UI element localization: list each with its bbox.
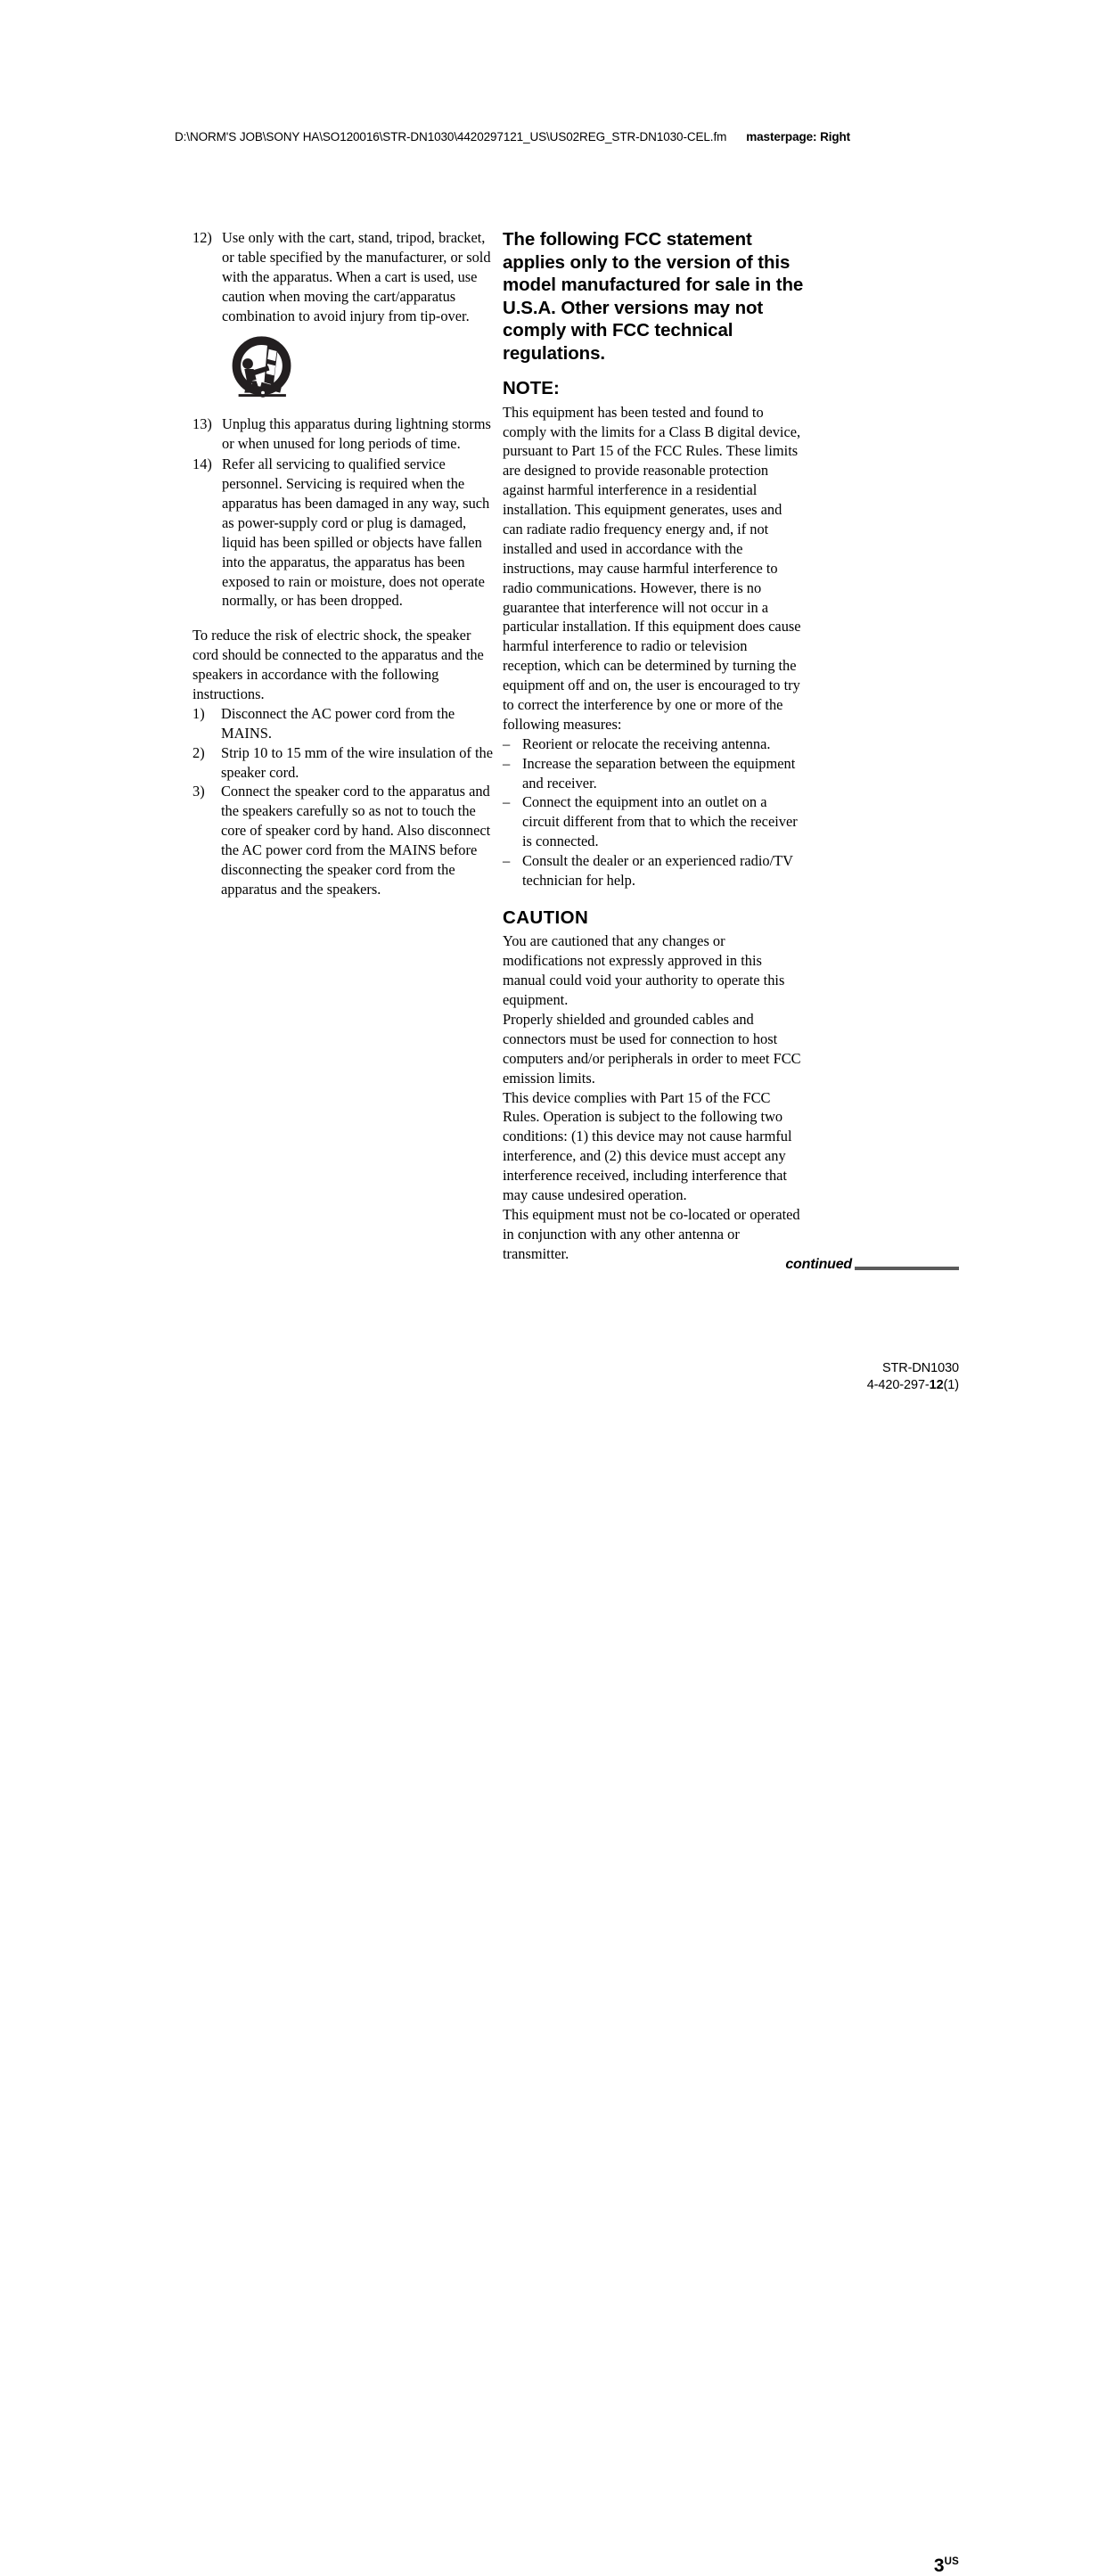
list-item-text: Reorient or relocate the receiving antenna. <box>522 734 771 752</box>
masterpage-label: masterpage: Right <box>746 130 851 144</box>
cart-warning-figure <box>193 336 496 402</box>
list-item <box>193 782 496 898</box>
corrective-measures-list <box>503 734 806 890</box>
model-number: STR-DN1030 <box>881 1361 959 1375</box>
part-number-prefix: 4-420-297- <box>866 1378 930 1393</box>
caution-paragraph: This device complies with Part 15 of the FCC Rules. Operation is subject to the following two conditions: (1) this device may not cause harmful interference, and (2) this device must accept any interference received, including interference that may cause undesired operation. <box>503 1088 792 1204</box>
cart-tip-over-warning-icon <box>230 336 296 402</box>
part-number-suffix: (1) <box>943 1378 959 1393</box>
list-item-text: Strip 10 to 15 mm of the wire insulation of the speaker cord. <box>221 743 494 781</box>
list-item-text: Use only with the cart, stand, tripod, bracket, or table specified by the manufacturer, or sold with the apparatus. When a cart is used, use caution when moving the cart/apparatus combination to avoid injury from tip-over. <box>222 229 491 324</box>
page-body <box>175 228 959 1262</box>
page-footer <box>175 1360 959 1395</box>
electric-shock-intro: To reduce the risk of electric shock, the speaker cord should be connected to the apparatus and the speakers in accordance with the following instructions. <box>193 627 484 703</box>
caution-paragraph: Properly shielded and grounded cables and connectors must be used for connection to host computers and/or peripherals in order to meet FCC emission limits. <box>503 1011 801 1087</box>
speaker-cord-steps-list <box>193 704 496 899</box>
list-item-number: 13) <box>193 415 212 433</box>
part-number-revision: 12 <box>929 1378 944 1393</box>
fcc-statement-heading: The following FCC statement applies only to the version of this model manufactured for sale in the U.S.A. Other versions may not comply with FCC technical regulations. <box>503 229 804 364</box>
note-body: This equipment has been tested and found to comply with the limits for a Class B digital device, pursuant to Part 15 of the FCC Rules. These limits are designed to provide reasonable protection against harmful interference in a residential installation. This equipment generates, uses and can radiate radio frequency energy and, if not installed and used in accordance with the instructions, may cause harmful interference to radio communications. However, there is no guarantee that interference will not occur in a particular installation. If this equipment does cause harmful interference to radio or television reception, which can be determined by turning the equipment off and on, the user is encouraged to try to correct the interference by one or more of the following measures: <box>503 403 801 733</box>
list-item-number: 3) <box>193 783 205 800</box>
safety-instructions-list <box>193 228 496 611</box>
list-item <box>193 743 496 783</box>
document-header <box>175 129 977 144</box>
page-folio <box>934 2556 959 2575</box>
list-item-text: Connect the speaker cord to the apparatus and the speakers carefully so as not to touch the core of speaker cord by hand. Also disconnect the AC power cord from the MAINS before disconnecting the speaker cord from the apparatus and the speakers. <box>221 783 491 898</box>
dash-bullet-icon: – <box>503 793 511 811</box>
continued-rule <box>855 1267 959 1270</box>
list-item-text: Connect the equipment into an outlet on a circuit different from that to which the receiver is connected. <box>522 793 798 850</box>
dash-bullet-icon: – <box>503 734 511 752</box>
caution-paragraph: This equipment must not be co-located or operated in conjunction with any other antenna or transmitter. <box>503 1205 800 1262</box>
list-item <box>193 455 496 611</box>
list-item-text: Increase the separation between the equipment and receiver. <box>522 754 796 792</box>
list-item <box>503 851 806 890</box>
page-number: 3 <box>933 2555 945 2576</box>
list-item-number: 2) <box>193 743 205 761</box>
list-item-number: 1) <box>193 704 205 722</box>
right-column <box>503 228 806 1264</box>
list-item <box>193 704 496 743</box>
note-heading: NOTE: <box>503 378 560 399</box>
caution-heading: CAUTION <box>503 907 589 928</box>
dash-bullet-icon: – <box>503 754 511 772</box>
list-item-text: Refer all servicing to qualified service personnel. Servicing is required when the apparatus has been damaged in any way, such as power-supply cord or plug is damaged, liquid has been spilled or objects have fallen into the apparatus, the apparatus has been exposed to rain or moisture, does not operate normally, or has been dropped. <box>222 455 490 610</box>
list-item <box>503 754 806 793</box>
list-item-text: Consult the dealer or an experienced radio/TV technician for help. <box>522 852 793 890</box>
list-item <box>503 792 806 851</box>
list-item-number: 12) <box>193 229 212 246</box>
source-file-path: D:\NORM'S JOB\SONY HA\SO120016\STR-DN1030\4420297121_US\US02REG_STR-DN1030-CEL.fm <box>175 130 727 144</box>
part-number <box>175 1377 959 1394</box>
continued-label: continued <box>785 1257 852 1272</box>
list-item <box>503 734 806 754</box>
list-item <box>193 228 496 325</box>
left-column <box>193 228 496 899</box>
list-item-text: Disconnect the AC power cord from the MAINS. <box>221 704 455 742</box>
list-item-number: 14) <box>193 455 212 473</box>
list-item-text: Unplug this apparatus during lightning storms or when unused for long periods of time. <box>222 415 491 453</box>
dash-bullet-icon: – <box>503 852 511 870</box>
list-item <box>193 414 496 454</box>
page-region-label: US <box>944 2556 959 2567</box>
continued-marker <box>175 1257 959 1275</box>
caution-paragraph: You are cautioned that any changes or modifications not expressly approved in this manual could void your authority to operate this equipment. <box>503 932 785 1009</box>
